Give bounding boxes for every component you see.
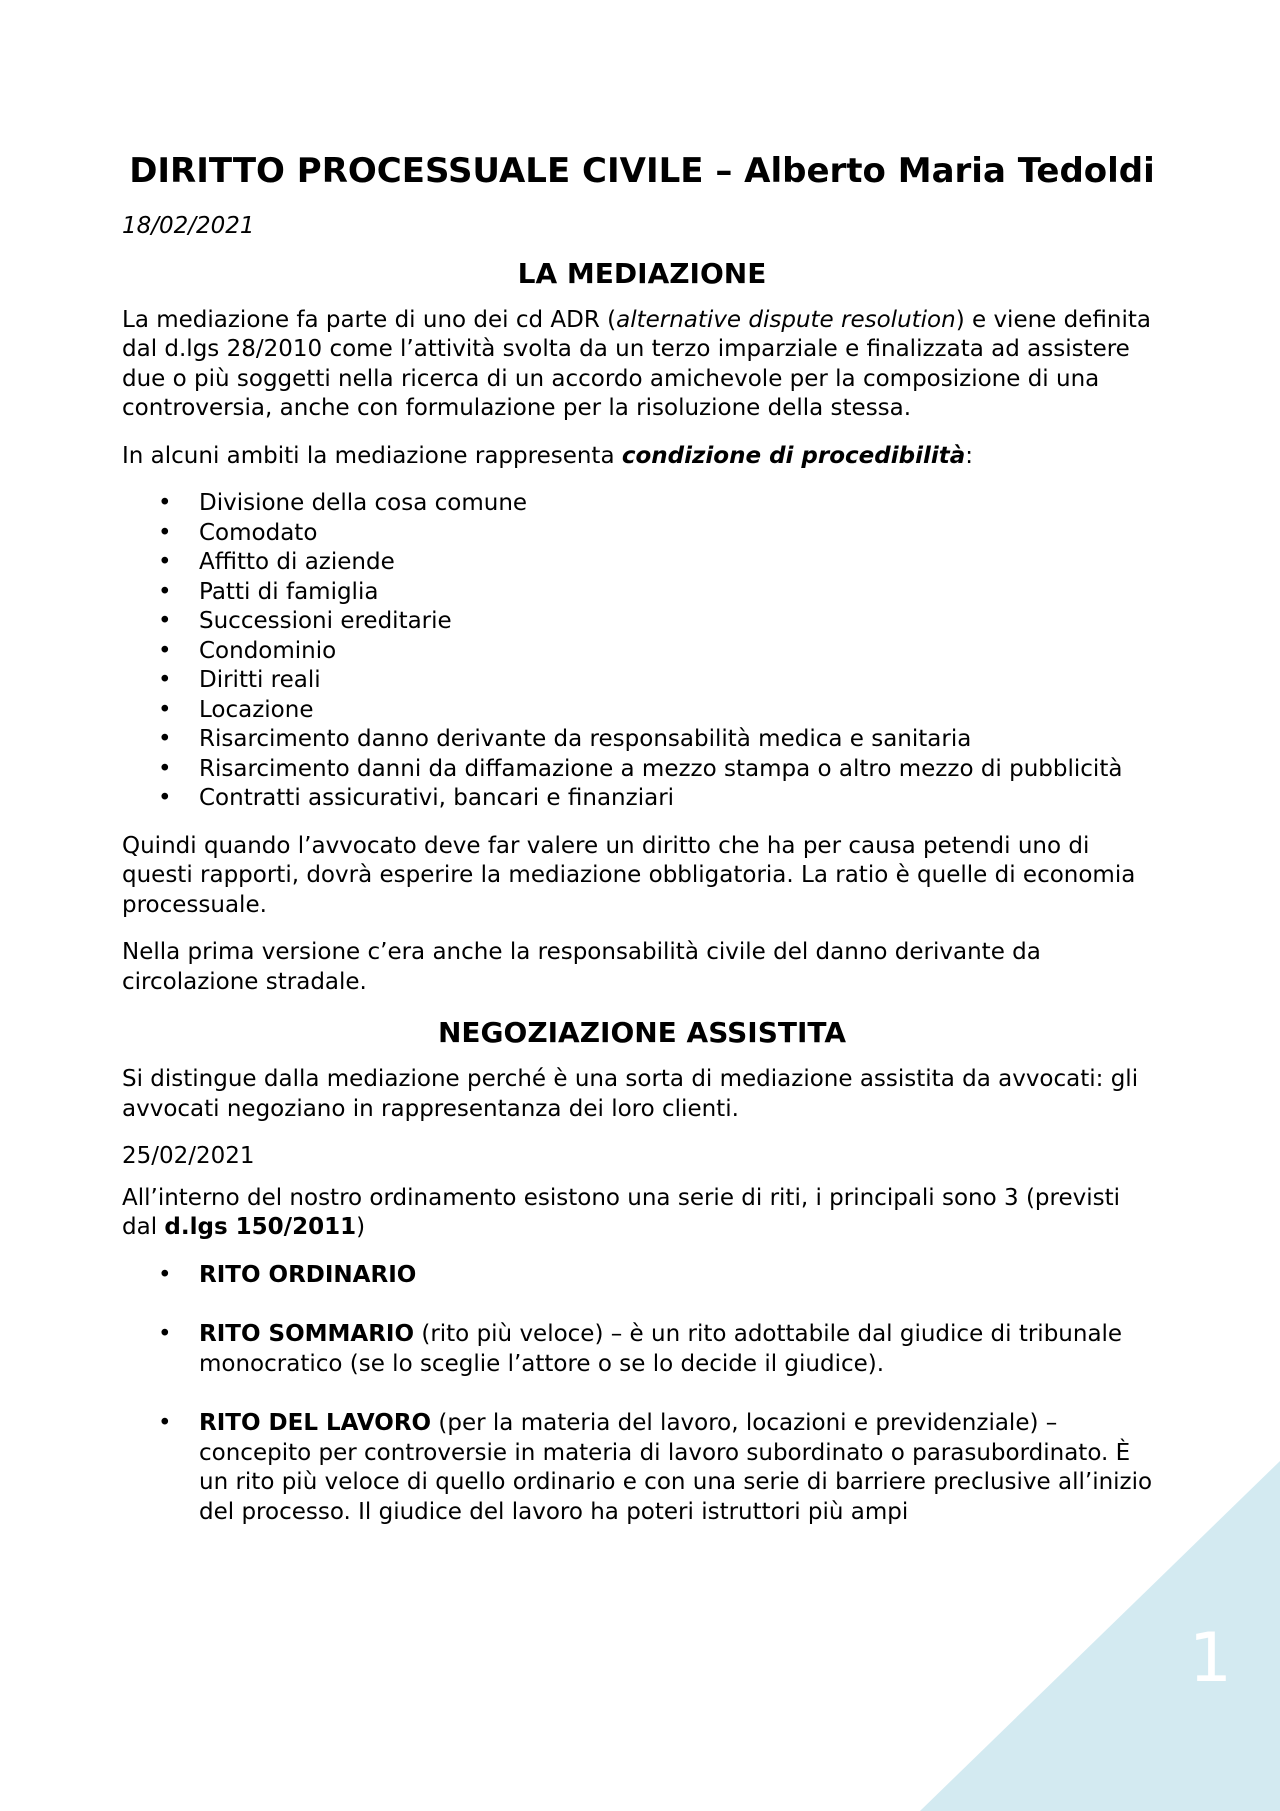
lecture-date-2: 25/02/2021 <box>122 1143 255 1169</box>
paragraph-negoziazione: Si distingue dalla mediazione perché è una sorta di mediazione assistita da avvocati: gli avvocati negoziano in rappresentanza dei loro clienti. <box>122 1066 1139 1122</box>
list-item <box>122 637 1162 667</box>
bullet-icon: • <box>158 1321 172 1347</box>
paragraph-procedibilita <box>122 442 1162 472</box>
list-item-text: Risarcimento danno derivante da responsabilità medica e sanitaria <box>199 726 972 752</box>
bullet-icon: • <box>158 726 172 752</box>
bold-term: d.lgs 150/2011 <box>164 1214 357 1240</box>
heading-mediazione: LA MEDIAZIONE <box>517 256 767 290</box>
rite-item <box>122 1409 1162 1527</box>
list-item-text: Risarcimento danni da diffamazione a mezzo stampa o altro mezzo di pubblicità <box>199 755 1123 782</box>
paragraph-prima-versione: Nella prima versione c’era anche la responsabilità civile del danno derivante da circolazione stradale. <box>122 939 1041 995</box>
paragraph-text: ) <box>356 1214 366 1240</box>
list-item <box>122 489 1162 519</box>
bold-italic-term-text: condizione di procedibilità <box>621 442 966 469</box>
list-item <box>122 607 1162 637</box>
list-item <box>122 784 1162 814</box>
bullet-icon: • <box>158 490 172 516</box>
paragraph-riti <box>122 1184 1162 1243</box>
list-item-text: Contratti assicurativi, bancari e finanziari <box>199 785 675 811</box>
bullet-icon: • <box>158 519 172 546</box>
page-number: 1 <box>1188 1619 1232 1698</box>
lecture-date-1: 18/02/2021 <box>122 213 255 239</box>
bullet-icon: • <box>158 1261 172 1288</box>
riti-list <box>122 1261 1162 1528</box>
rite-name: RITO SOMMARIO <box>199 1321 415 1347</box>
bullet-icon: • <box>158 755 172 782</box>
heading-negoziazione: NEGOZIAZIONE ASSISTITA <box>437 1016 846 1049</box>
italic-term: alternative dispute resolution <box>616 306 956 333</box>
paragraph-text: : <box>965 442 973 469</box>
list-item <box>122 519 1162 549</box>
rite-item <box>122 1261 1162 1291</box>
bullet-icon: • <box>158 578 172 605</box>
list-item-text: Affitto di aziende <box>199 549 395 575</box>
bullet-icon: • <box>158 1410 172 1436</box>
bold-italic-term <box>622 443 965 469</box>
rite-name: RITO DEL LAVORO <box>199 1410 432 1436</box>
list-item <box>122 696 1162 726</box>
rite-name: RITO ORDINARIO <box>199 1261 417 1288</box>
bullet-icon: • <box>158 785 172 811</box>
rite-description: (per la materia del lavoro, locazioni e previdenziale) – concepito per controversie in materia di lavoro subordinato o parasubordinato. È un rito più veloce di quello ordinario e con una serie di barriere preclusive all’inizio del processo. Il giudice del lavoro ha poteri istruttori più ampi <box>199 1410 1153 1525</box>
bullet-icon: • <box>158 549 172 575</box>
bullet-icon: • <box>158 667 172 693</box>
bullet-icon: • <box>158 637 172 664</box>
list-item-text: Diritti reali <box>199 667 321 693</box>
document-title: DIRITTO PROCESSUALE CIVILE – Alberto Maria Tedoldi <box>129 151 1155 191</box>
rite-item <box>122 1320 1162 1379</box>
rite-description: (rito più veloce) – è un rito adottabile dal giudice di tribunale monocratico (se lo sceglie l’attore o se lo decide il giudice). <box>199 1321 1123 1377</box>
list-item <box>122 755 1162 785</box>
document-body <box>122 150 1162 1557</box>
list-item <box>122 666 1162 696</box>
list-item-text: Successioni ereditarie <box>199 608 452 634</box>
ambiti-list <box>122 489 1162 814</box>
list-item <box>122 725 1162 755</box>
paragraph-mediazione-definizione <box>122 306 1162 424</box>
list-item <box>122 578 1162 608</box>
list-item-text: Condominio <box>199 637 337 664</box>
list-item <box>122 548 1162 578</box>
bullet-icon: • <box>158 696 172 723</box>
paragraph-text: All’interno del nostro ordinamento esistono una serie di riti, i principali sono 3 (previsti dal <box>122 1184 1121 1240</box>
paragraph-text: In alcuni ambiti la mediazione rappresenta <box>122 442 622 469</box>
list-item-text: Comodato <box>199 519 318 546</box>
bullet-icon: • <box>158 608 172 634</box>
list-item-text: Locazione <box>199 696 314 723</box>
paragraph-text: La mediazione fa parte di uno dei cd ADR ( <box>122 306 617 333</box>
list-item-text: Patti di famiglia <box>199 578 379 605</box>
list-item-text: Divisione della cosa comune <box>199 490 528 516</box>
paragraph-mediazione-obbligatoria: Quindi quando l’avvocato deve far valere un diritto che ha per causa petendi uno di questi rapporti, dovrà esperire la mediazione obbligatoria. La ratio è quelle di economia processuale. <box>122 832 1136 918</box>
paragraph-text: ) e viene definita dal d.lgs 28/2010 come l’attività svolta da un terzo imparziale e finalizzata ad assistere due o più soggetti nella ricerca di un accordo amichevole per la composizione di una controversia, anche con formulazione per la risoluzione della stessa. <box>122 306 1151 421</box>
